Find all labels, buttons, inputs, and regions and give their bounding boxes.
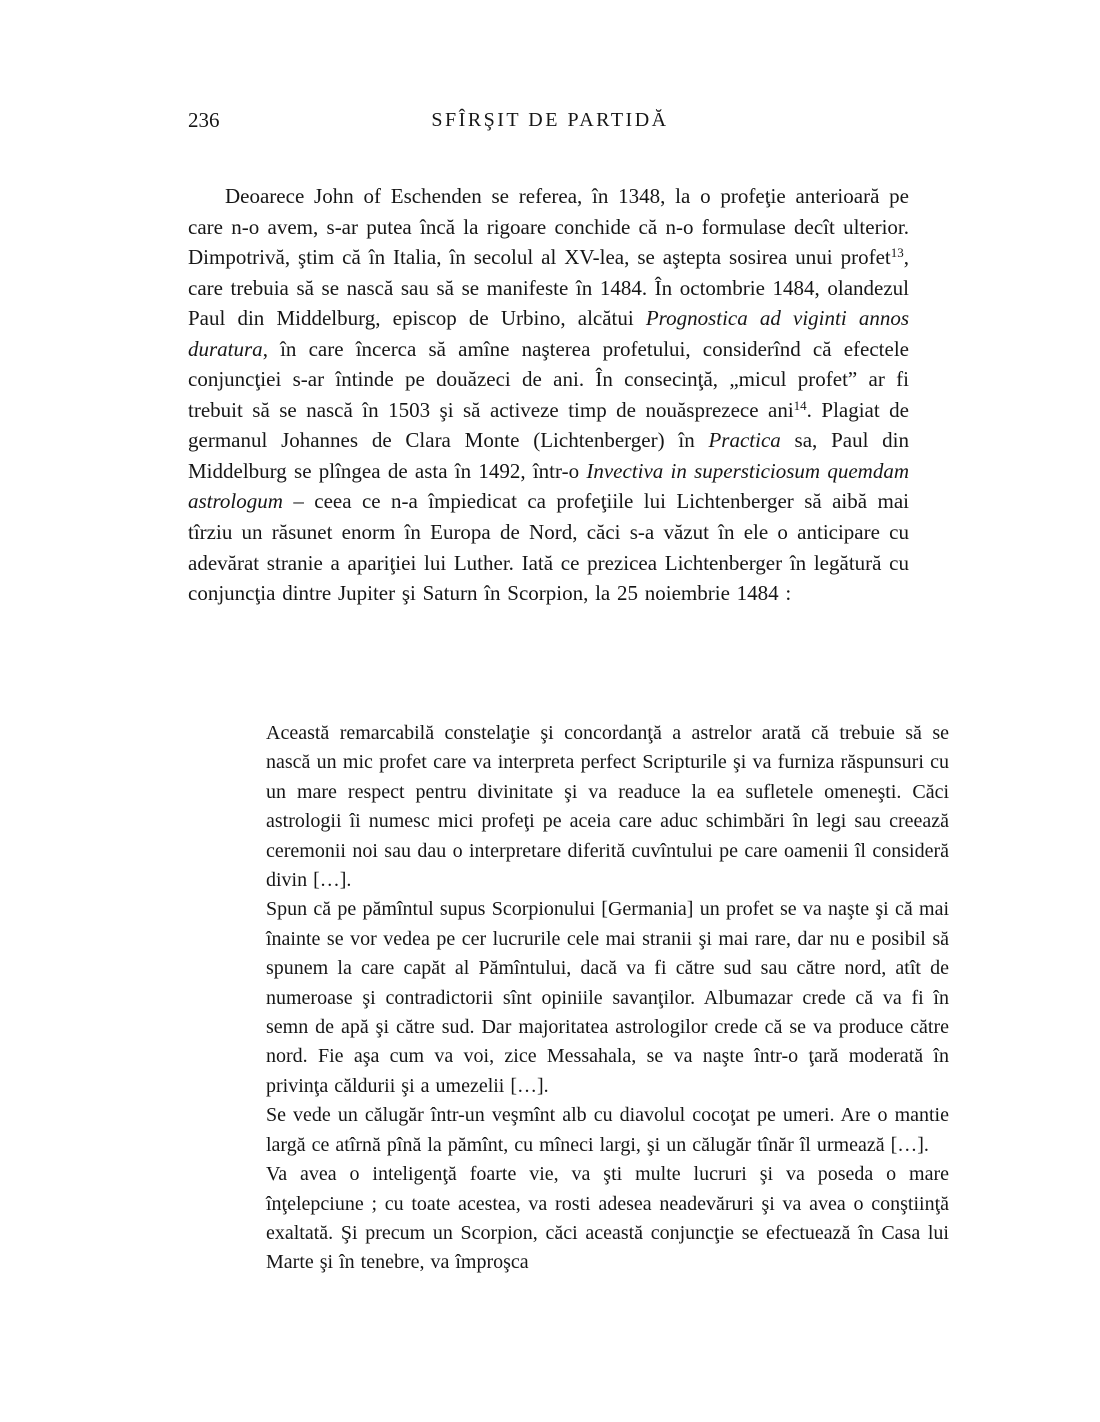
italic-title: Prognostica ad viginti annos duratura (188, 306, 909, 361)
page-number: 236 (188, 108, 220, 132)
italic-title: Practica (708, 428, 781, 453)
quote-paragraph: Această remarcabilă constelaţie şi concordanţă a astrelor arată că trebuie să se nască un mic profet care va interpreta perfect Scripturile şi va furniza răspunsuri cu un mare respect pentru divinitate şi va readuce la ea sufletele omeneşti. Căci astrologii îi numesc mici profeţi pe aceia care aduc schimbări în legi sau creează ceremonii noi sau dau o interpretare diferită cuvîntului pe care oamenii îl consideră divin […]. (266, 722, 949, 892)
running-title: SFÎRŞIT DE PARTIDĂ (431, 109, 669, 131)
footnote-reference: 13 (890, 245, 904, 261)
quote-paragraph: Se vede un călugăr într-un veşmînt alb cu diavolul cocoţat pe umeri. Are o mantie largă ce atîrnă pînă la pămînt, cu mîneci largi, şi un călugăr tînăr îl urmează […]. (266, 1104, 949, 1156)
italic-title: Invectiva in supersticiosum quemdam astrologum (188, 458, 909, 514)
block-quote (266, 719, 949, 1278)
quote-paragraph: Spun că pe pămîntul supus Scorpionului [Germania] un profet se va naşte şi că mai înainte se vor vedea pe cer lucrurile cele mai stranii şi mai rare, dar nu e posibil să spunem la care capăt al Pămîntului, dacă va fi către sud sau către nord, atît de numeroase şi contradictorii sînt opiniile savanţilor. Albumazar crede că va fi în semn de apă şi către sud. Dar majoritatea astrologilor crede că se va produce către nord. Fie aşa cum va voi, zice Messahala, se va naşte într-o ţară moderată în privinţa căldurii şi a umezelii […]. (266, 898, 949, 1097)
body-paragraph: Deoarece John of Eschenden se referea, în 1348, la o profeţie anterioară pe care n-o avem, s-ar putea încă la rigoare conchide că n-o formulase decît ulterior. Dimpotrivă, ştim că în Italia, în secolul al XV-lea, se aştepta sosirea unui profet$^{13}$, care trebuia să se nască sau să se manifeste în 1484. În octombrie 1484, olandezul Paul din Middelburg, episcop de Urbino, alcătui Prognostica ad viginti annos duratura, în care încerca să amîne naşterea profetului, considerînd că efectele conjuncţiei s-ar întinde pe douăzeci de ani. În consecinţă, „micul profet” ar fi trebuit să se nască în 1503 şi să activeze timp de nouăsprezece ani$^{14}$. Plagiat de germanul Johannes de Clara Monte (Lichtenberger) în Practica sa, Paul din Middelburg se plîngea de asta în 1492, într-o Invectiva in supersticiosum quemdam astrologum – ceea ce n-a împiedicat ca profeţiile lui Lichtenberger să aibă mai tîrziu un răsunet enorm în Europa de Nord, căci s-a văzut în ele o anticipare cu adevărat stranie a apariţiei lui Luther. Iată ce prezicea Lichtenberger în legătură cu conjuncţia dintre Jupiter şi Saturn în Scorpion, la 25 noiembrie 1484 : (188, 184, 910, 606)
quote-paragraph: Va avea o inteligenţă foarte vie, va şti multe lucruri şi va poseda o mare înţelepciune ; cu toate acestea, va rosti adesea neadevăruri şi va avea o conştiinţă exaltată. Şi precum un Scorpion, căci această conjuncţie se efectuează în Casa lui Marte şi în tenebre, va împroşca (266, 1163, 949, 1274)
footnote-reference: 14 (793, 397, 807, 413)
